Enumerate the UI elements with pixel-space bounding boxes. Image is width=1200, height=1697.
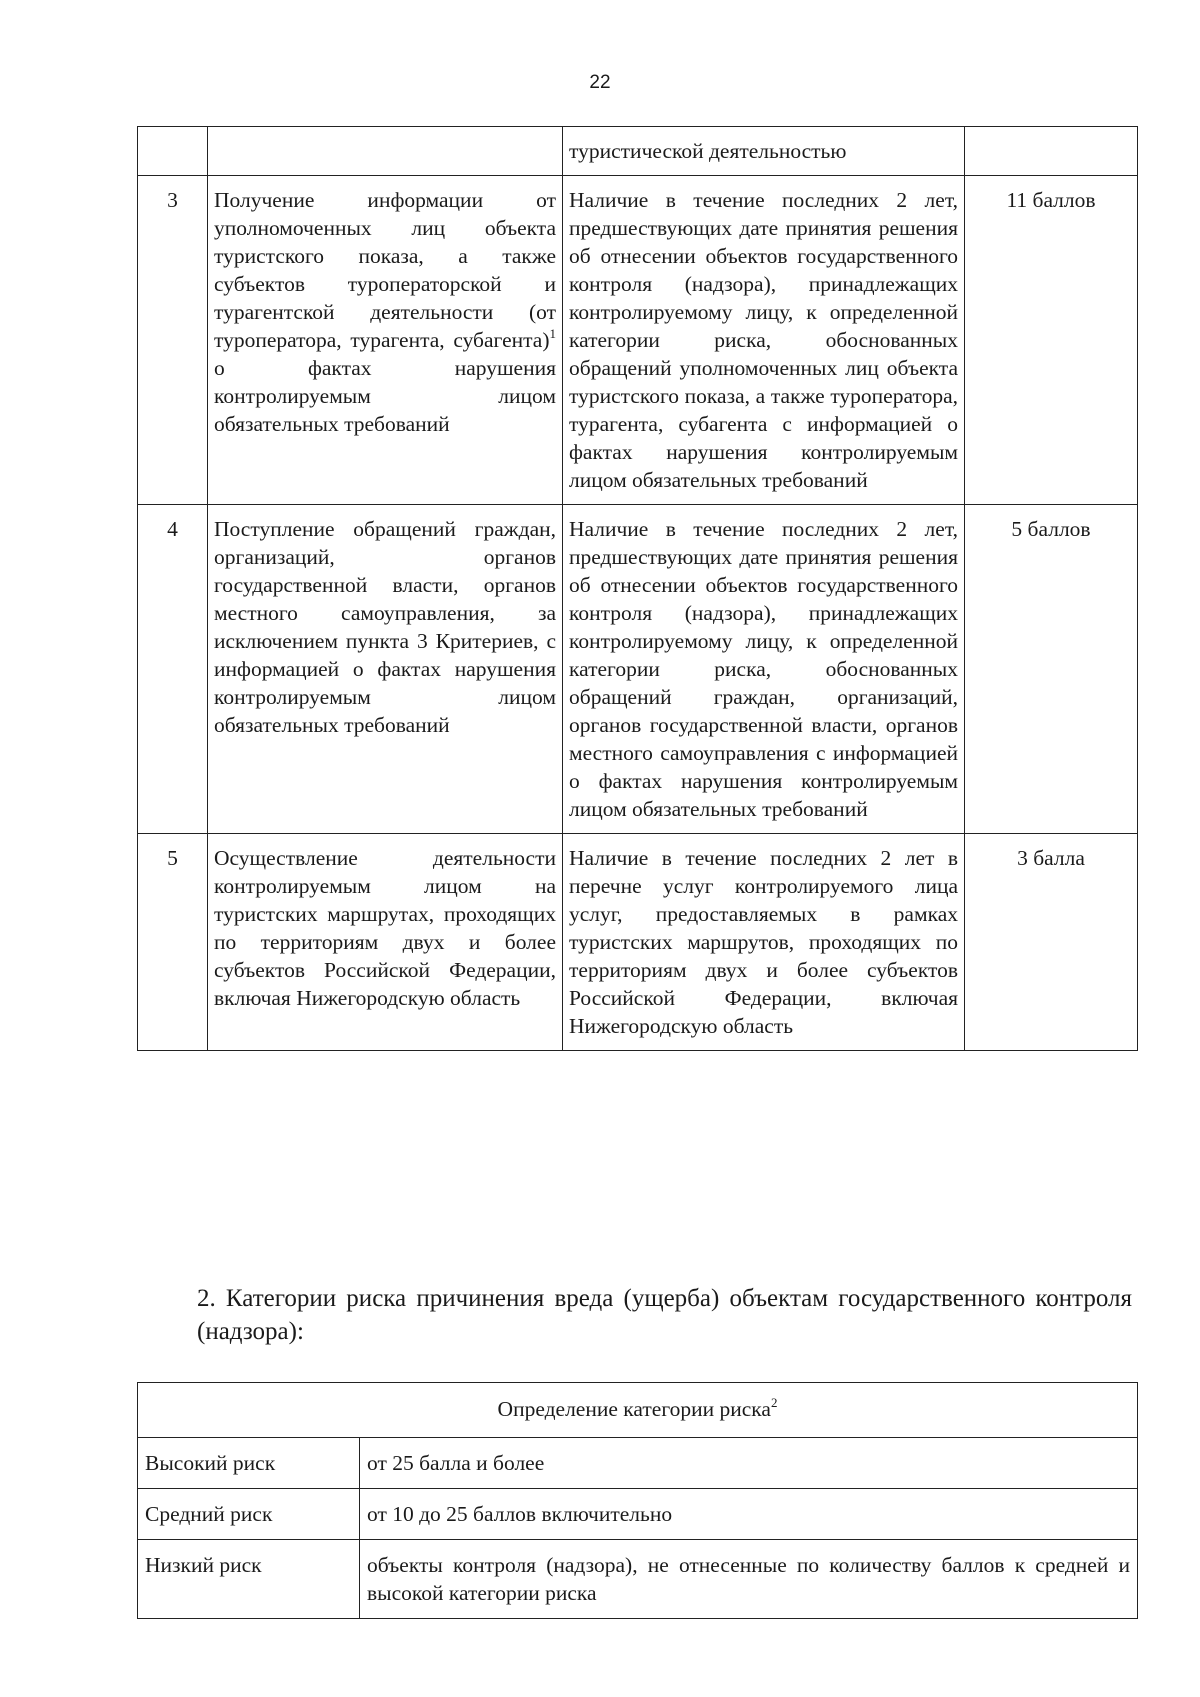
indicator-text-continued: о фактах нарушения контролируемым лицом обязательных требований — [214, 356, 556, 436]
table-row — [138, 176, 1138, 505]
condition-cell: Наличие в течение последних 2 лет, предшествующих дате принятия решения об отнесении объектов государственного контроля (надзора), принадлежащих контролируемому лицу, к определенной категории риска, обоснованных обращений уполномоченных лиц объекта туристского показа, а также туроператора, турагента, субагента с информацией о фактах нарушения контролируемым лицом обязательных требований — [563, 176, 965, 505]
points-cell: 5 баллов — [965, 505, 1138, 834]
points-cell — [965, 127, 1138, 176]
risk-criteria-table — [137, 126, 1138, 1051]
row-number — [138, 127, 208, 176]
row-number: 5 — [138, 834, 208, 1051]
risk-category-table — [137, 1382, 1138, 1619]
table-row — [138, 1540, 1138, 1619]
definition-cell: от 10 до 25 баллов включительно — [360, 1489, 1138, 1540]
section-heading-text: 2. Категории риска причинения вреда (ущерба) объектам государственного контроля (надзора): — [197, 1285, 1132, 1345]
category-cell: Высокий риск — [138, 1438, 360, 1489]
table-row — [138, 834, 1138, 1051]
indicator-cell: Осуществление деятельности контролируемым лицом на туристских маршрутах, проходящих по территориям двух и более субъектов Российской Федерации, включая Нижегородскую область — [208, 834, 563, 1051]
page-number: 22 — [589, 72, 611, 93]
condition-cell: Наличие в течение последних 2 лет, предшествующих дате принятия решения об отнесении объектов государственного контроля (надзора), принадлежащих контролируемому лицу, к определенной категории риска, обоснованных обращений граждан, организаций, органов государственной власти, органов местного самоуправления с информацией о фактах нарушения контролируемым лицом обязательных требований — [563, 505, 965, 834]
row-number: 4 — [138, 505, 208, 834]
category-cell: Низкий риск — [138, 1540, 360, 1619]
definition-cell: объекты контроля (надзора), не отнесенные по количеству баллов к средней и высокой категории риска — [360, 1540, 1138, 1619]
table-header — [138, 1383, 1138, 1438]
footnote-marker: 2 — [770, 1395, 778, 1410]
table-row — [138, 505, 1138, 834]
table-row — [138, 1438, 1138, 1489]
footnote-marker: 1 — [549, 326, 556, 341]
table-header-row — [138, 1383, 1138, 1438]
table-header-text: Определение категории риска — [497, 1397, 771, 1421]
condition-cell: Наличие в течение последних 2 лет в перечне услуг контролируемого лица услуг, предоставляемых в рамках туристских маршрутов, проходящих по территориям двух и более субъектов Российской Федерации, включая Нижегородскую область — [563, 834, 965, 1051]
points-cell: 11 баллов — [965, 176, 1138, 505]
category-cell: Средний риск — [138, 1489, 360, 1540]
section-heading — [142, 1282, 1132, 1348]
table-row — [138, 127, 1138, 176]
indicator-cell: Поступление обращений граждан, организаций, органов государственной власти, органов местного самоуправления, за исключением пункта 3 Критериев, с информацией о фактах нарушения контролируемым лицом обязательных требований — [208, 505, 563, 834]
row-number: 3 — [138, 176, 208, 505]
indicator-cell — [208, 127, 563, 176]
table-row — [138, 1489, 1138, 1540]
condition-cell: туристической деятельностью — [563, 127, 965, 176]
indicator-text: Получение информации от уполномоченных лиц объекта туристского показа, а также субъектов туроператорской и турагентской деятельности (от туроператора, турагента, субагента) — [214, 188, 556, 352]
definition-cell: от 25 балла и более — [360, 1438, 1138, 1489]
points-cell: 3 балла — [965, 834, 1138, 1051]
indicator-cell — [208, 176, 563, 505]
